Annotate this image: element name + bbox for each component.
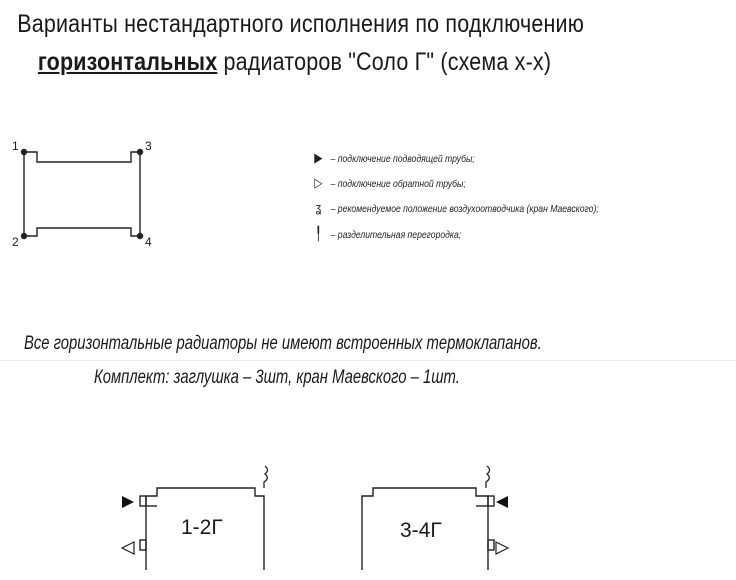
air-vent-icon [264, 466, 268, 488]
legend-text: – подключение подводящей трубы; [330, 153, 475, 165]
legend-text: – подключение обратной трубы; [330, 178, 466, 190]
air-vent-icon [486, 466, 490, 488]
legend-text: – разделительная перегородка; [330, 229, 462, 241]
port-label-4: 4 [145, 235, 152, 249]
legend-item-return [306, 175, 466, 199]
title-line-1: Варианты нестандартного исполнения по подключению [17, 10, 585, 38]
return-arrow-icon [122, 542, 134, 554]
note-line-1: Все горизонтальные радиаторы не имеют встроенных термоклапанов. [24, 333, 542, 354]
scheme-radiator [22, 150, 143, 239]
air-vent-icon: ʓ [315, 200, 322, 215]
supply-arrow-icon [122, 496, 134, 508]
supply-arrow-icon: ▶ [314, 150, 323, 165]
port-label-3: 3 [145, 139, 152, 153]
legend-item-supply [306, 150, 475, 174]
port-label-2: 2 [12, 235, 19, 249]
legend-text: – рекомендуемое положение воздухоотводчика (кран Маевского); [330, 203, 599, 215]
return-arrow-icon: ▷ [314, 175, 323, 190]
title-emphasis: горизонтальных [37, 48, 218, 76]
divider [0, 360, 736, 361]
partition-icon: ╿ [315, 226, 322, 241]
legend-item-air-vent [306, 200, 599, 224]
legend-item-partition [306, 226, 461, 250]
return-arrow-icon [496, 542, 508, 554]
variant-label-1-2g: 1-2Г [181, 516, 223, 539]
supply-arrow-icon [496, 496, 508, 508]
port-label-1: 1 [12, 139, 19, 153]
title-line-2-rest: радиаторов "Соло Г" (схема х-х) [217, 48, 552, 76]
note-line-2: Комплект: заглушка – 3шт, кран Маевского – 1шт. [94, 367, 460, 388]
variant-label-3-4g: 3-4Г [400, 519, 442, 542]
